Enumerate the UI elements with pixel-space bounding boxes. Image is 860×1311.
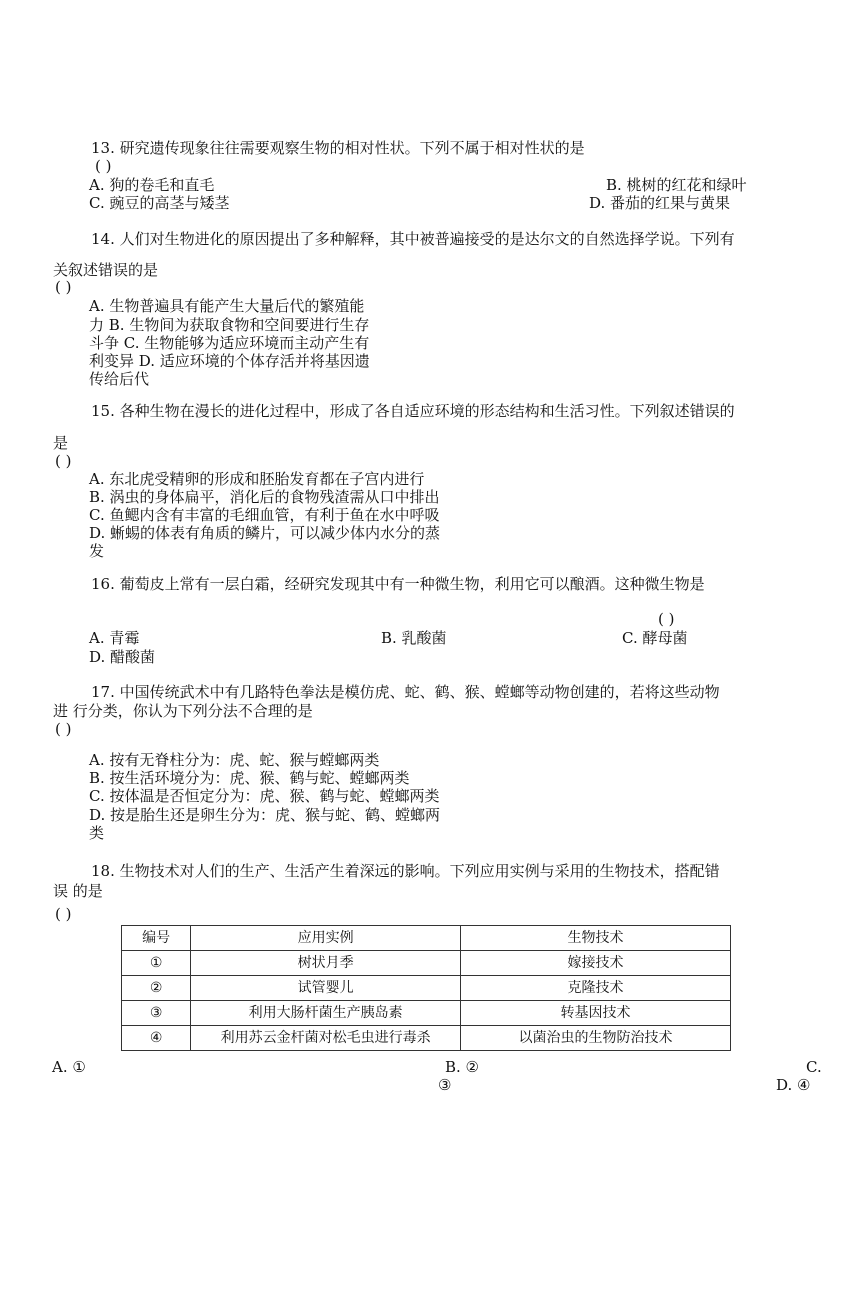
table-cell: 树状月季 xyxy=(191,951,461,976)
q17-option-d-line1: D. 按是胎生还是卵生分为：虎、猴与蛇、鹤、螳螂两 xyxy=(89,806,441,824)
q15-option-d-line2: 发 xyxy=(89,542,105,560)
table-header-row xyxy=(122,926,731,951)
q14-options-line5: 传给后代 xyxy=(89,370,150,388)
q16-option-c: C. 酵母菌 xyxy=(622,629,688,647)
q16-stem: 16. 葡萄皮上常有一层白霜，经研究发现其中有一种微生物，利用它可以酿酒。这种微生物是 xyxy=(91,575,705,593)
q17-option-d-line2: 类 xyxy=(89,824,105,842)
q17-answer-paren: ( ) xyxy=(55,720,72,738)
q14-options-line3: 斗争 C. 生物能够为适应环境而主动产生有 xyxy=(89,334,370,352)
table-row xyxy=(122,1001,731,1026)
table-header-cell: 应用实例 xyxy=(191,926,461,951)
table-header-cell: 编号 xyxy=(122,926,191,951)
q18-stem-line1: 18. 生物技术对人们的生产、生活产生着深远的影响。下列应用实例与采用的生物技术，搭配错 xyxy=(91,862,720,880)
q18-option-b-wrap: ③ xyxy=(438,1076,452,1094)
table-cell: 转基因技术 xyxy=(461,1001,731,1026)
q15-option-b: B. 涡虫的身体扁平，消化后的食物残渣需从口中排出 xyxy=(89,488,440,506)
q15-option-d-line1: D. 蜥蜴的体表有角质的鳞片，可以减少体内水分的蒸 xyxy=(89,524,441,542)
q14-options-line2: 力 B. 生物间为获取食物和空间要进行生存 xyxy=(89,316,370,334)
q16-answer-paren: ( ) xyxy=(658,610,675,628)
table-cell: 克隆技术 xyxy=(461,976,731,1001)
q16-option-b: B. 乳酸菌 xyxy=(381,629,447,647)
table-row xyxy=(122,951,731,976)
q13-option-a: A. 狗的卷毛和直毛 xyxy=(89,176,215,194)
table-row xyxy=(122,1026,731,1051)
table-cell: 以菌治虫的生物防治技术 xyxy=(461,1026,731,1051)
q18-option-b: B. ② xyxy=(445,1058,480,1076)
q18-stem-line2: 误 的是 xyxy=(53,882,103,900)
q14-options-line1: A. 生物普遍具有能产生大量后代的繁殖能 xyxy=(89,297,365,315)
q14-stem-line1: 14. 人们对生物进化的原因提出了多种解释，其中被普遍接受的是达尔文的自然选择学说。下列有 xyxy=(91,230,735,248)
q16-option-d: D. 醋酸菌 xyxy=(89,648,156,666)
q13-option-b: B. 桃树的红花和绿叶 xyxy=(606,176,747,194)
table-cell: ④ xyxy=(122,1026,191,1051)
table-row xyxy=(122,976,731,1001)
q14-options-line4: 利变异 D. 适应环境的个体存活并将基因遗 xyxy=(89,352,370,370)
q17-option-a: A. 按有无脊柱分为：虎、蛇、猴与螳螂两类 xyxy=(89,751,380,769)
q16-option-a: A. 青霉 xyxy=(89,629,140,647)
q18-option-c: C. xyxy=(806,1058,822,1076)
q14-stem-line2: 关叙述错误的是 xyxy=(53,261,159,279)
table-cell: ② xyxy=(122,976,191,1001)
q13-answer-paren: ( ) xyxy=(95,157,112,175)
q13-option-c: C. 豌豆的高茎与矮茎 xyxy=(89,194,230,212)
table-cell: 嫁接技术 xyxy=(461,951,731,976)
q15-option-a: A. 东北虎受精卵的形成和胚胎发育都在子宫内进行 xyxy=(89,470,425,488)
q15-option-c: C. 鱼鳃内含有丰富的毛细血管，有利于鱼在水中呼吸 xyxy=(89,506,440,524)
q13-stem: 13. 研究遗传现象往往需要观察生物的相对性状。下列不属于相对性状的是 xyxy=(91,139,585,157)
q18-answer-paren: ( ) xyxy=(55,905,72,923)
q15-stem-line2: 是 xyxy=(53,434,69,452)
table-header-cell: 生物技术 xyxy=(461,926,731,951)
table-cell: 试管婴儿 xyxy=(191,976,461,1001)
q17-stem-line1: 17. 中国传统武术中有几路特色拳法是模仿虎、蛇、鹤、猴、螳螂等动物创建的，若将这些动物 xyxy=(91,683,720,701)
q13-option-d: D. 番茄的红果与黄果 xyxy=(589,194,731,212)
q17-option-c: C. 按体温是否恒定分为：虎、猴、鹤与蛇、螳螂两类 xyxy=(89,787,440,805)
q15-answer-paren: ( ) xyxy=(55,452,72,470)
table-cell: ① xyxy=(122,951,191,976)
q14-answer-paren: ( ) xyxy=(55,278,72,296)
q17-option-b: B. 按生活环境分为：虎、猴、鹤与蛇、螳螂两类 xyxy=(89,769,410,787)
biotech-table xyxy=(121,925,731,1051)
table-cell: 利用苏云金杆菌对松毛虫进行毒杀 xyxy=(191,1026,461,1051)
q18-option-a: A. ① xyxy=(52,1058,86,1076)
q17-stem-line2: 进 行分类，你认为下列分法不合理的是 xyxy=(53,702,313,720)
table-cell: 利用大肠杆菌生产胰岛素 xyxy=(191,1001,461,1026)
table-cell: ③ xyxy=(122,1001,191,1026)
q15-stem-line1: 15. 各种生物在漫长的进化过程中，形成了各自适应环境的形态结构和生活习性。下列叙述错误的 xyxy=(91,402,735,420)
q18-option-d: D. ④ xyxy=(776,1076,811,1094)
